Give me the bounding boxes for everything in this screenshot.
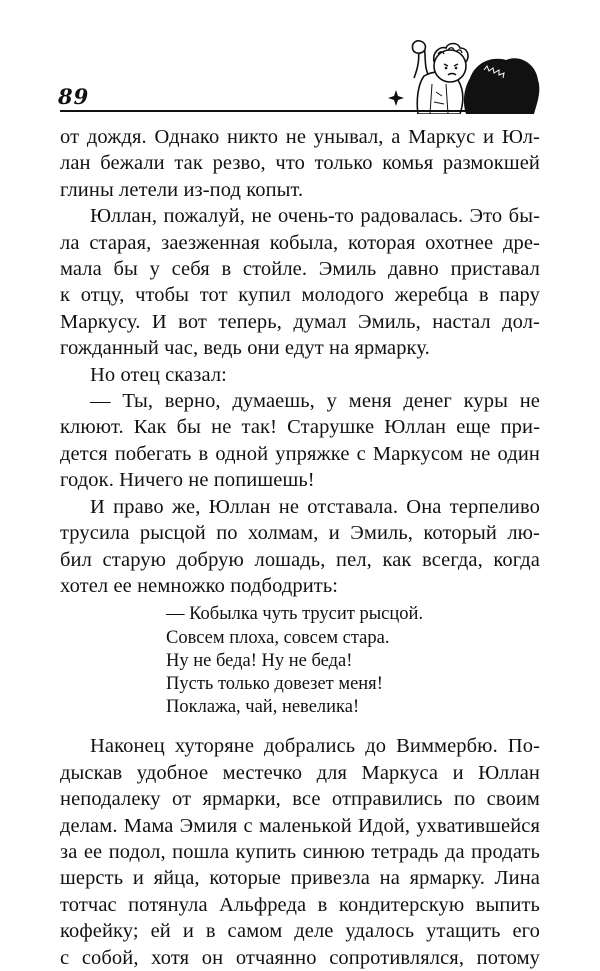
verse-line: Ну не беда! Ну не беда! <box>166 650 353 671</box>
paragraph <box>60 733 540 971</box>
text-line: дыскав удобное местечко для Маркуса и Юллан <box>60 761 540 784</box>
text-line: мала бы у себя в стойле. Эмиль давно приставал <box>60 258 540 281</box>
text-line: гожданный час, ведь они едут на ярмарку. <box>60 337 430 360</box>
paragraph <box>60 494 540 573</box>
text-line: Юллан, пожалуй, не очень-то радовалась. Это бы- <box>90 205 540 228</box>
verse-line: Совсем плоха, совсем стара. <box>166 627 390 648</box>
boy-with-raised-fist-icon <box>384 40 542 114</box>
verse-line: — Кобылка чуть трусит рысцой. <box>166 604 424 625</box>
text-line: хотел ее немножко подбодрить: <box>60 574 339 597</box>
text-line: трусила рысцой по холмам, и Эмиль, который лю- <box>60 522 540 545</box>
text-line: глины летели из-под копыт. <box>60 178 304 201</box>
song-verse <box>166 599 540 733</box>
verse-line: Пусть только довезет меня! <box>166 673 383 694</box>
paragraph <box>60 573 540 599</box>
text-line: тотчас потянула Альфреда в кондитерскую выпить <box>60 893 540 916</box>
page-body <box>60 124 540 971</box>
verse-line: Поклажа, чай, невелика! <box>166 697 360 718</box>
page-number: 89 <box>58 84 90 109</box>
text-line: бил старую добрую лошадь, пел, как всегда, когда <box>60 548 540 571</box>
paragraph <box>60 203 540 335</box>
text-line: Маркусу. И вот теперь, думал Эмиль, настал дол- <box>60 310 540 333</box>
text-line: — Ты, верно, думаешь, у меня денег куры не <box>90 390 540 413</box>
text-line: И право же, Юллан не отставала. Она терпеливо <box>90 495 540 518</box>
text-line: делам. Мама Эмиля с маленькой Идой, ухватившейся <box>60 814 540 837</box>
paragraph <box>60 388 540 467</box>
paragraph <box>60 467 540 493</box>
text-line: неподалеку от ярмарки, все отправились по своим <box>60 788 540 811</box>
text-line: годок. Ничего не попишешь! <box>60 469 315 492</box>
paragraph <box>60 177 540 203</box>
text-line: от дождя. Однако никто не унывал, а Маркус и Юл- <box>60 126 540 148</box>
text-line: Наконец хуторяне добрались до Виммербю. По- <box>90 735 540 758</box>
text-line: кофейку; ей и в самом деле удалось утащить его <box>60 920 540 943</box>
text-line: клюют. Как бы не так! Старушке Юллан еще при- <box>60 416 540 439</box>
text-line: Но отец сказал: <box>90 363 227 386</box>
paragraph <box>60 124 540 177</box>
text-line: за ее подол, пошла купить синюю тетрадь да продать <box>60 840 540 863</box>
text-line: шерсть и яйца, которые привезла на ярмарку. Лина <box>60 867 540 890</box>
text-line: дется побегать в одной упряжке с Маркусом не один <box>60 442 540 465</box>
text-line: ла старая, заезженная кобыла, которая охотнее дре- <box>60 231 540 254</box>
header-rule <box>60 110 532 112</box>
text-line: к отцу, чтобы тот купил молодого жеребца в пару <box>60 284 540 307</box>
text-line: лан бежали так резво, что только комья размокшей <box>60 152 540 175</box>
paragraph <box>60 362 540 388</box>
text-line: с собой, хотя он отчаянно сопротивлялся, потому <box>60 946 540 969</box>
paragraph <box>60 335 540 361</box>
